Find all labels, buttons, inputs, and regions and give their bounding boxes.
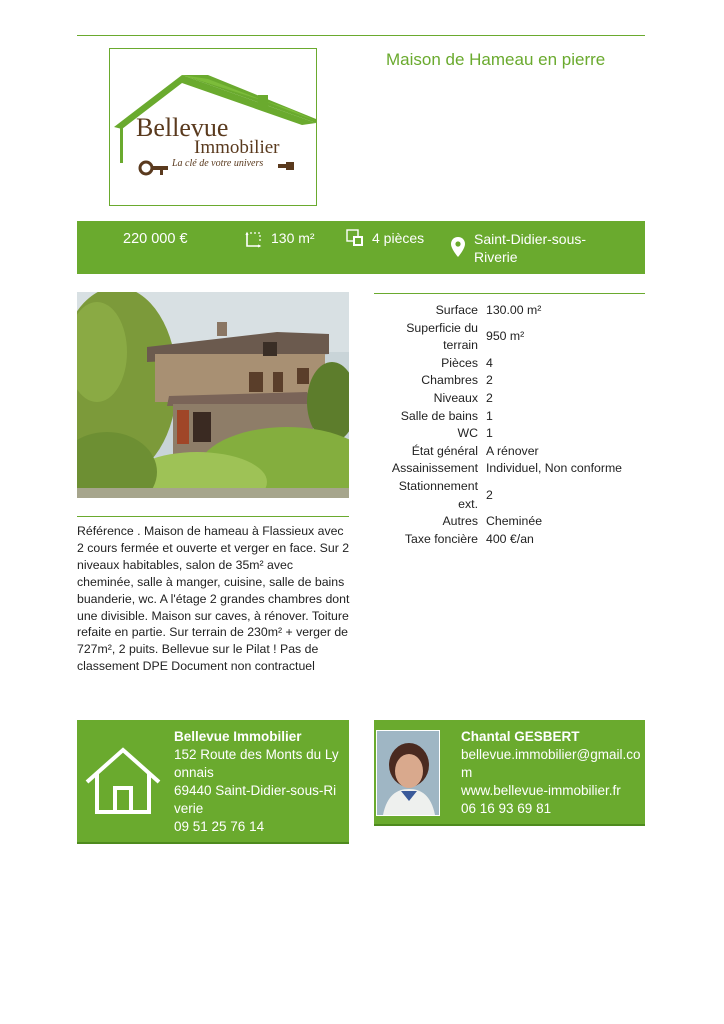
description-divider bbox=[77, 516, 349, 517]
agent-card bbox=[374, 720, 645, 826]
spec-row bbox=[378, 372, 622, 390]
top-divider bbox=[77, 35, 645, 36]
agency-address-line2: 69440 Saint-Didier-sous-Riverie bbox=[174, 783, 337, 816]
property-description: Référence . Maison de hameau à Flassieux avec 2 cours fermée et ouverte et verger en face. Sur 2 niveaux habitables, salon de 35m² avec cheminée, salle à manger, cuisine, salle de bains buanderie, wc. A l'étage 2 grandes chambres dont une divisible. Maison sur caves, à rénover. Toiture refaite en partie. Sur terrain de 230m² + verger de 727m², 2 puits. Bellevue sur le Pilat ! Pas de classement DPE Document non contractuel bbox=[77, 524, 350, 674]
location-pin-icon bbox=[451, 237, 465, 257]
agency-card bbox=[77, 720, 349, 844]
spec-row bbox=[378, 425, 622, 443]
spec-value: A rénover bbox=[486, 443, 539, 458]
logo-tagline: La clé de votre univers bbox=[172, 158, 264, 169]
specs-table bbox=[378, 302, 622, 548]
agency-name: Bellevue Immobilier bbox=[174, 729, 302, 744]
summary-band bbox=[77, 221, 645, 274]
spec-label: Assainissement bbox=[391, 461, 478, 476]
spec-label: Stationnement ext. bbox=[398, 478, 478, 511]
spec-row bbox=[378, 443, 622, 461]
spec-label: WC bbox=[457, 426, 478, 441]
agency-logo bbox=[109, 48, 317, 206]
spec-label: Pièces bbox=[441, 355, 478, 370]
spec-row bbox=[378, 460, 622, 478]
rooms-icon bbox=[346, 229, 364, 247]
spec-label: Chambres bbox=[421, 373, 478, 388]
spec-value: 1 bbox=[486, 408, 493, 423]
spec-label: État général bbox=[411, 443, 478, 458]
spec-label: Niveaux bbox=[433, 390, 478, 405]
spec-label: Taxe foncière bbox=[404, 531, 478, 546]
spec-row bbox=[378, 478, 622, 513]
agent-email[interactable]: bellevue.immobilier@gmail.com bbox=[461, 747, 641, 780]
location-value: Saint-Didier-sous-Riverie bbox=[474, 231, 587, 265]
spec-value: 2 bbox=[486, 373, 493, 388]
specs-divider bbox=[374, 293, 645, 294]
spec-row bbox=[378, 390, 622, 408]
logo-brand-line1: Bellevue bbox=[136, 113, 229, 142]
spec-value: 2 bbox=[486, 487, 493, 502]
spec-value: Individuel, Non conforme bbox=[486, 461, 623, 476]
spec-value: 950 m² bbox=[486, 329, 525, 344]
spec-value: 400 €/an bbox=[486, 531, 534, 546]
spec-value: Cheminée bbox=[486, 514, 543, 529]
spec-label: Superficie du terrain bbox=[406, 320, 478, 353]
spec-value: 1 bbox=[486, 426, 493, 441]
price: 220 000 € bbox=[123, 231, 188, 247]
spec-value: 130.00 m² bbox=[486, 303, 542, 317]
spec-row bbox=[378, 513, 622, 531]
agent-name: Chantal GESBERT bbox=[461, 729, 580, 744]
logo-brand-line2: Immobilier bbox=[194, 137, 280, 158]
spec-row bbox=[378, 302, 622, 320]
listing-title: Maison de Hameau en pierre bbox=[386, 50, 606, 69]
spec-row bbox=[378, 355, 622, 373]
agency-phone[interactable]: 09 51 25 76 14 bbox=[174, 819, 265, 834]
spec-label: Autres bbox=[442, 514, 478, 529]
spec-row bbox=[378, 320, 622, 355]
rooms-value: 4 pièces bbox=[372, 230, 425, 246]
spec-row bbox=[378, 408, 622, 426]
spec-row bbox=[378, 531, 622, 549]
agency-address-line1: 152 Route des Monts du Lyonnais bbox=[174, 747, 339, 780]
spec-label: Salle de bains bbox=[400, 408, 478, 423]
agent-avatar bbox=[376, 730, 440, 816]
agent-website[interactable]: www.bellevue-immobilier.fr bbox=[461, 783, 621, 798]
surface-value: 130 m² bbox=[271, 230, 315, 246]
agent-phone[interactable]: 06 16 93 69 81 bbox=[461, 801, 552, 816]
spec-value: 4 bbox=[486, 355, 493, 370]
spec-value: 2 bbox=[486, 390, 493, 405]
property-photo bbox=[77, 292, 349, 498]
house-outline-icon bbox=[83, 744, 163, 816]
surface-icon bbox=[245, 230, 263, 248]
spec-label: Surface bbox=[435, 303, 478, 317]
